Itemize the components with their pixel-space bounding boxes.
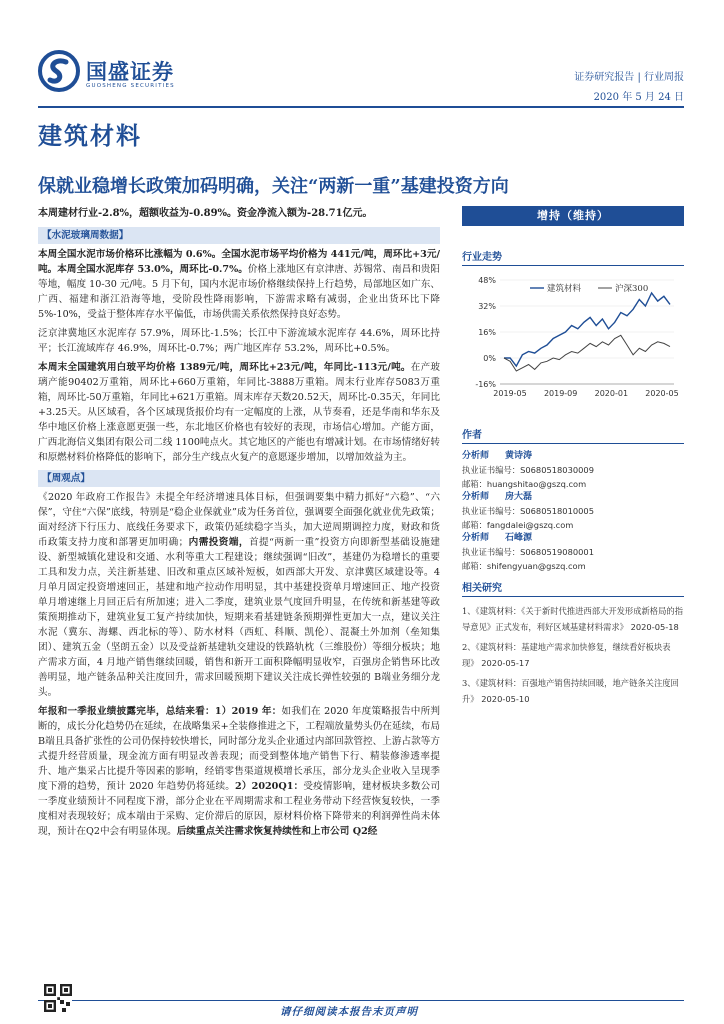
glass-detail: 在产玻璃产能90402万重箱，周环比+660万重箱，年同比-3888万重箱。周末行业库存5083万重箱，周环比-50万重箱，年同比+621万重箱。周末库存天数20.52天，周环比-0.35天，年同比+3.25天。从区域看，各个区域现货报价均有一定幅度的上涨，从节奏看，还是华南和华东及华中地区价格上涨意愿更强一些，东北地区价格也有较好的表现，市场信心增加。产能方面，广西北海信义集团有限公司二线 1100吨点火。其它地区的产能也有增减计划。在市场情绪好转和原燃材料价格降低的影响下，部分生产线点火复产的意愿逐步增加，以增加效益为主。	[38, 362, 441, 463]
x-tick-label: 2020-05	[645, 389, 679, 398]
logo-name: 国盛证券	[86, 60, 174, 84]
trend-chart-svg	[462, 266, 684, 406]
rating-badge: 增持（维持）	[462, 206, 684, 226]
series-line	[504, 335, 670, 371]
legend-label: 建筑材料	[547, 284, 582, 294]
cert-label: 执业证书编号：	[462, 506, 521, 516]
paragraph-policy	[38, 490, 440, 700]
authors-title: 作者	[462, 426, 684, 444]
related-text: 3、《建筑材料：百强地产销售持续回暖，地产链条关注度回升》	[462, 678, 679, 704]
header-divider	[38, 106, 684, 108]
author-role: 分析师	[462, 492, 490, 502]
y-tick-label: 48%	[478, 276, 496, 285]
paragraph-cement-inventory: 泛京津冀地区水泥库存 57.9%，周环比-1.5%；长江中下游流域水泥库存 44.6%，周环比持平；长江流域库存 46.9%，周环比-0.7%；两广地区库存 53.2%，周环比+0.5%。	[38, 328, 440, 354]
report-date: 2020 年 5 月 24 日	[593, 92, 684, 103]
footer-disclaimer: 请仔细阅读本报告末页声明	[280, 1006, 418, 1018]
cement-detail: 价格上涨地区有京津唐、苏锡常、南昌和贵阳等地，幅度 10-30 元/吨。5 月下旬，国内水泥市场价格继续保持上行趋势，局部地区如广东、广西、福建和浙江沿海等地，受阶段性降雨影响，下游需求略有减弱，企业出货环比下降 5%-10%，受益于整体库存水平偏低，市场供需关系依然保持良好态势。	[38, 264, 440, 320]
policy-a: 《2020 年政府工作报告》未提全年经济增速具体目标，但强调要集中精力抓好“六稳”、“六保”，守住“六保”底线，特别是“稳企业保就业”成为任务首位，强调要全面强化就业优先政策；面对经济下行压力、底线任务要求下，政策仍延续稳字当头，加大逆周期调控力度，财政和货币政策支持力度和部署更加明确；	[38, 492, 440, 548]
earnings-d: 受疫情影响，建材板块多数公司一季度业绩预计不同程度下滑，部分企业在平周期需求和工程业务带动下经营恢复较快，一季度相对表现较好；成本端由于采购、定价滞后的原因，原材料价格下降带来的利润弹性尚未体现，预计在Q2中会有明显体现。	[38, 781, 441, 837]
email-link[interactable]: fangdalei@gszq.com	[486, 520, 574, 530]
author-line	[462, 450, 684, 463]
related-date: 2020-05-10	[481, 694, 530, 704]
cert-number: S0680518010005	[520, 506, 594, 516]
policy-c: 首提“两新一重”投资方向即新型基础设施建设、新型城镇化建设和交通、水利等重大工程建设；继续强调“旧改”，基建仍为稳增长的重要工具和发力点，关注新基建、旧改和重点区域补短板，如西部大开发、京津冀区域建设等。4 月单月固定投资增速回正，基建和地产拉动作用明显，其中基建投资单月增速回正、地产投资单月增速继上月回正后有所加速；进入二季度，建筑业景气度回升明显，在传统和新基建等政策预期推动下，建筑业复工复产持续加快，短期来看基建链条预期弹性更加大一点，建议关注水泥（冀东、海螺、西北标的等）、防水材料（西虹、科顺、凯伦）、混凝土外加剂（垒知集团）、建筑五金（坚朗五金）以及受益新基建轨交建设的铁路轨枕（三维股份）等细分板块；地产需求方面，4 月地产销售继续回暖，销售和新开工面积降幅明显收窄，百强房企销售环比改善明显，地产链条品种关注度回升，需求回暖预期下建议关注成长弹性较强的 B端业务细分龙头。	[38, 537, 440, 698]
logo-sub: GUOSHENG SECURITIES	[86, 83, 175, 89]
author-email	[462, 518, 684, 532]
author-name: 石峰源	[505, 533, 533, 543]
legend-label: 沪深300	[615, 284, 649, 294]
email-link[interactable]: shifengyuan@gszq.com	[486, 561, 586, 571]
paragraph-glass	[38, 360, 440, 465]
series-line	[504, 293, 670, 366]
main-text	[38, 206, 440, 843]
weekly-summary: 本周建材行业-2.8%，超额收益为-0.89%。资金净流入额为-28.71亿元。	[38, 208, 373, 219]
related-title: 相关研究	[462, 579, 684, 597]
report-type: 证券研究报告 | 行业周报	[574, 72, 684, 83]
author-name: 黄诗涛	[505, 451, 533, 461]
cert-number: S0680518030009	[520, 465, 594, 475]
y-tick-label: -16%	[475, 380, 496, 389]
earnings-c: 2）2020Q1：	[235, 781, 304, 792]
logo-mark-icon	[38, 50, 80, 92]
x-tick-label: 2020-01	[594, 389, 629, 398]
related-list	[462, 603, 684, 707]
email-label: 邮箱：	[462, 561, 487, 571]
glass-highlight: 本周末全国建筑用白玻平均价格 1389元/吨，周环比+23元/吨，年同比-113元/吨。	[38, 362, 411, 373]
x-tick-label: 2019-05	[493, 389, 527, 398]
footer-divider	[38, 1000, 684, 1001]
author-line	[462, 491, 684, 504]
trend-chart	[462, 266, 684, 406]
y-tick-label: 0%	[483, 354, 496, 363]
earnings-e: 后续重点关注需求恢复持续性和上市公司 Q2经	[176, 826, 378, 837]
industry-name: 建筑材料	[38, 121, 142, 150]
related-item[interactable]	[462, 675, 684, 707]
author-role: 分析师	[462, 451, 490, 461]
paragraph-earnings	[38, 704, 440, 839]
author-email	[462, 559, 684, 573]
related-date: 2020-05-17	[481, 658, 530, 668]
author-cert	[462, 504, 684, 518]
authors-list	[462, 450, 684, 573]
cert-label: 执业证书编号：	[462, 465, 521, 475]
cert-number: S0680519080001	[520, 547, 594, 557]
company-logo	[38, 50, 228, 100]
author-cert	[462, 545, 684, 559]
section-label-data: 【水泥玻璃周数据】	[38, 227, 440, 244]
section-label-view: 【周观点】	[38, 470, 440, 487]
earnings-b: 如我们在 2020 年度策略报告中所判断的，成长分化趋势仍在延续，在战略集采+全装修推进之下，工程端放量势头仍在延续，布局 B端且具备扩张性的公司仍保持较快增长，同时部分龙头企业通过内部回款管控、上游占款等方式提升经营质量，现金流方面有明显改善表现；而受到整体地产销售下行、精装修渗透率提升、地产集采占比提升等因素的影响，经销零售渠道规模增长承压，部分龙头企业收入呈现季度下滑的趋势，预计 2020 年趋势仍将延续。	[38, 706, 441, 792]
sidebar	[462, 206, 684, 711]
email-label: 邮箱：	[462, 520, 487, 530]
author-block	[462, 491, 684, 532]
earnings-a: 年报和一季报业绩披露完毕，总结来看：1）2019 年：	[38, 706, 282, 717]
author-line	[462, 532, 684, 545]
related-item[interactable]	[462, 639, 684, 671]
x-tick-label: 2019-09	[543, 389, 578, 398]
author-name: 房大磊	[505, 492, 533, 502]
y-tick-label: 32%	[478, 302, 496, 311]
related-text: 1、《建筑材料：《关于新时代推进西部大开发形成新格局的指导意见》正式发布，利好区域基建材料需求》	[462, 606, 683, 632]
paragraph-cement-price	[38, 247, 440, 322]
related-date: 2020-05-18	[630, 622, 679, 632]
email-label: 邮箱：	[462, 479, 487, 489]
qr-code-icon	[44, 984, 72, 1012]
trend-title: 行业走势	[462, 248, 684, 266]
author-block	[462, 532, 684, 573]
author-cert	[462, 463, 684, 477]
policy-b: 内需投资端，	[188, 537, 249, 548]
email-link[interactable]: huangshitao@gszq.com	[486, 479, 587, 489]
related-text: 2、《建筑材料：基建地产需求加快修复，继续看好板块表现》	[462, 642, 671, 668]
cement-highlight: 本周全国水泥市场价格环比涨幅为 0.6%。全国水泥市场平均价格为 441元/吨，周环比+3元/吨。本周全国水泥库存 53.0%，周环比-0.7%。	[38, 249, 440, 275]
author-role: 分析师	[462, 533, 490, 543]
y-tick-label: 16%	[478, 328, 496, 337]
related-item[interactable]	[462, 603, 684, 635]
author-email	[462, 477, 684, 491]
cert-label: 执业证书编号：	[462, 547, 521, 557]
report-title: 保就业稳增长政策加码明确，关注“两新一重”基建投资方向	[38, 176, 509, 197]
author-block	[462, 450, 684, 491]
